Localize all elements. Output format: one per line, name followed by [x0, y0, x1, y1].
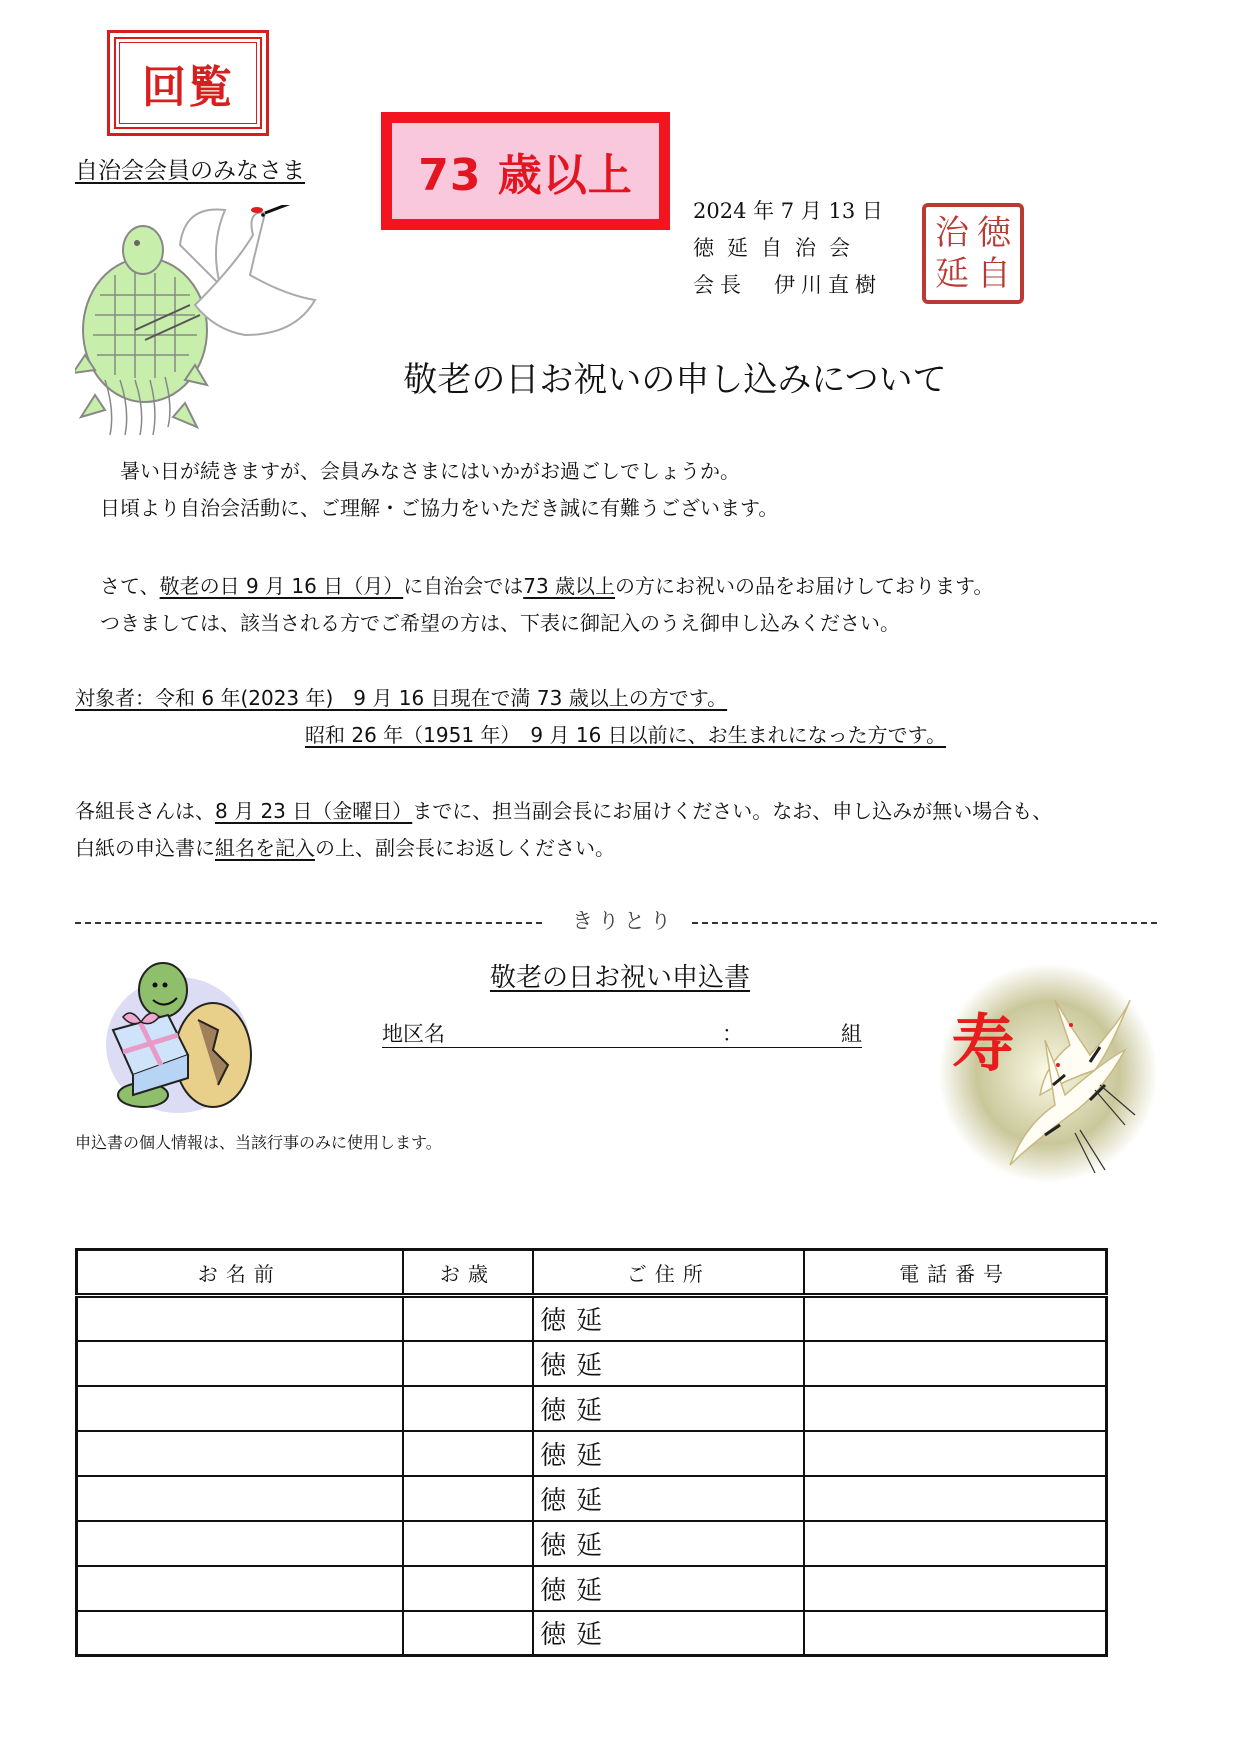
deadline-date: 8 月 23 日（金曜日） — [215, 799, 413, 823]
table-row — [77, 1431, 1107, 1476]
cell-age[interactable] — [403, 1386, 534, 1431]
form-title-text: 敬老の日お祝い申込書 — [489, 963, 750, 993]
seal-char: 自 — [977, 254, 1011, 295]
cell-name[interactable] — [77, 1476, 403, 1521]
circulation-stamp — [107, 30, 269, 136]
event-date: 敬老の日 9 月 16 日（月） — [159, 574, 404, 598]
text: さて、 — [100, 574, 160, 598]
cut-line-right — [692, 922, 1157, 924]
age-badge — [381, 112, 670, 230]
seal-char: 徳 — [977, 212, 1011, 253]
kotobuki-cranes-illustration — [930, 955, 1160, 1185]
cell-age[interactable] — [403, 1476, 534, 1521]
official-seal — [922, 203, 1024, 304]
text: 白紙の申込書に — [75, 836, 215, 860]
circulation-stamp-text: 回覧 — [142, 62, 234, 113]
cell-address[interactable]: 徳延 — [533, 1566, 804, 1611]
cell-phone[interactable] — [804, 1476, 1106, 1521]
text: の上、副会長にお返しください。 — [315, 836, 615, 860]
cell-age[interactable] — [403, 1611, 534, 1656]
table-row — [77, 1521, 1107, 1566]
cell-name[interactable] — [77, 1566, 403, 1611]
eligibility-line-1: 対象者：令和 6 年(2023 年) 9 月 16 日現在で満 73 歳以上の方です。 — [75, 686, 728, 710]
page-title-text: 敬老の日お祝いの申し込みについて — [403, 360, 947, 400]
cell-address[interactable]: 徳延 — [533, 1521, 804, 1566]
district-label: 地区名 — [382, 1022, 445, 1046]
seal-char: 治 — [935, 212, 969, 253]
text: の方にお祝いの品をお届けしております。 — [615, 574, 994, 598]
table-row — [77, 1566, 1107, 1611]
age-badge-text: 73 歳以上 — [418, 150, 633, 201]
seal-char: 延 — [935, 254, 969, 295]
return-instruction-line — [75, 832, 615, 861]
cell-name[interactable] — [77, 1386, 403, 1431]
president-name: 会長 伊川直樹 — [693, 273, 882, 297]
cell-age[interactable] — [403, 1341, 534, 1386]
table-row — [77, 1386, 1107, 1431]
cell-name[interactable] — [77, 1431, 403, 1476]
kotobuki-character: 寿 — [952, 1007, 1015, 1080]
header-name: お名前 — [77, 1250, 403, 1296]
table-header-row — [77, 1250, 1107, 1296]
cell-address[interactable]: 徳延 — [533, 1386, 804, 1431]
header-address: ご住所 — [533, 1250, 804, 1296]
group-label: 組 — [841, 1022, 862, 1046]
cell-address[interactable]: 徳延 — [533, 1611, 804, 1656]
issue-date: 2024 年 7 月 13 日 — [693, 199, 883, 223]
cell-age[interactable] — [403, 1431, 534, 1476]
text: までに、担当副会長にお届けください。なお、申し込みが無い場合も、 — [412, 799, 1053, 823]
header-age: お歳 — [403, 1250, 534, 1296]
table-row — [77, 1611, 1107, 1656]
greeting-line-1: 暑い日が続きますが、会員みなさまにはいかがお過ごしでしょうか。 — [120, 459, 740, 483]
turtle-gift-illustration — [103, 960, 253, 1115]
cell-phone[interactable] — [804, 1341, 1106, 1386]
organization-name: 徳延自治会 — [693, 236, 863, 260]
eligibility-line-2: 昭和 26 年（1951 年） 9 月 16 日以前に、お生まれになった方です。 — [305, 723, 947, 747]
cell-name[interactable] — [77, 1296, 403, 1341]
table-row — [77, 1296, 1107, 1341]
age-threshold: 73 歳以上 — [523, 574, 616, 598]
announcement-line-2: つきましては、該当される方でご希望の方は、下表に御記入のうえ御申し込みください。 — [100, 611, 900, 635]
cell-name[interactable] — [77, 1611, 403, 1656]
cell-age[interactable] — [403, 1296, 534, 1341]
district-field[interactable] — [382, 1018, 862, 1048]
cell-phone[interactable] — [804, 1296, 1106, 1341]
cell-address[interactable]: 徳延 — [533, 1431, 804, 1476]
text: に自治会では — [403, 574, 524, 598]
page-title — [0, 352, 1240, 401]
text: 各組長さんは、 — [75, 799, 215, 823]
cell-age[interactable] — [403, 1566, 534, 1611]
deadline-line — [75, 795, 1052, 824]
cell-address[interactable]: 徳延 — [533, 1476, 804, 1521]
privacy-note: 申込書の個人情報は、当該行事のみに使用します。 — [75, 1133, 442, 1152]
cell-address[interactable]: 徳延 — [533, 1341, 804, 1386]
cell-phone[interactable] — [804, 1611, 1106, 1656]
table-row — [77, 1476, 1107, 1521]
cut-line-left — [75, 922, 542, 924]
addressee: 自治会会員のみなさま — [75, 158, 305, 184]
sender-block — [693, 193, 883, 304]
cell-name[interactable] — [77, 1521, 403, 1566]
table-row — [77, 1341, 1107, 1386]
announcement-line-1 — [100, 570, 993, 599]
greeting-line-2: 日頃より自治会活動に、ご理解・ご協力をいただき誠に有難うございます。 — [100, 496, 779, 520]
entry-table — [75, 1248, 1108, 1657]
cell-name[interactable] — [77, 1341, 403, 1386]
cut-line-label: きりとり — [572, 909, 676, 933]
cell-phone[interactable] — [804, 1521, 1106, 1566]
turtle-icon — [75, 226, 207, 435]
group-name-instruction: 組名を記入 — [215, 836, 315, 860]
cell-phone[interactable] — [804, 1431, 1106, 1476]
cell-phone[interactable] — [804, 1566, 1106, 1611]
cell-address[interactable]: 徳延 — [533, 1296, 804, 1341]
cell-age[interactable] — [403, 1521, 534, 1566]
district-colon: ： — [722, 1022, 743, 1046]
header-phone: 電話番号 — [804, 1250, 1106, 1296]
cell-phone[interactable] — [804, 1386, 1106, 1431]
